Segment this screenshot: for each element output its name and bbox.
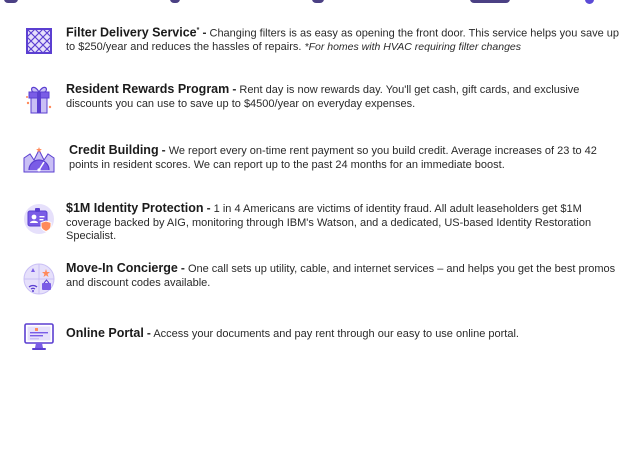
feature-text <box>66 327 622 342</box>
feature-text <box>66 83 622 111</box>
feature-text <box>69 144 609 172</box>
feature-description: Changing filters is as easy as opening the front door. This service helps you save up to $250/year and reduces the hassles of repairs. <box>66 27 619 54</box>
feature-text <box>66 24 622 55</box>
gift-icon <box>22 83 56 117</box>
feature-description: Rent day is now rewards day. You'll get cash, gift cards, and exclusive discounts you can use to save up to $4500/year on everyday expenses. <box>66 84 580 110</box>
computer-monitor-icon <box>22 320 56 354</box>
feature-title: Filter Delivery Service <box>66 25 197 40</box>
feature-separator: - <box>232 82 237 96</box>
feature-separator: - <box>180 261 185 275</box>
feature-description: 1 in 4 Americans are victims of identity fraud. All adult leaseholders get $1M coverage backed by AIG, monitoring through IBM's Watson, and a dedicated, US-based Identity Restoration Specialist. <box>66 203 592 242</box>
cropped-heading-fragment <box>312 0 324 3</box>
concierge-services-icon <box>22 262 56 296</box>
cropped-heading-dot <box>585 0 594 4</box>
feature-title: $1M Identity Protection <box>66 201 204 215</box>
feature-description: One call sets up utility, cable, and internet services – and helps you get the best promos and discount codes available. <box>66 263 616 289</box>
cropped-heading-fragment <box>170 0 180 3</box>
cropped-header-strip <box>0 0 640 6</box>
feature-title: Resident Rewards Program <box>66 82 230 96</box>
feature-title: Move-In Concierge <box>66 261 178 275</box>
feature-separator: - <box>146 326 151 340</box>
feature-description: Access your documents and pay rent through our easy to use online portal. <box>153 328 519 340</box>
filter-grid-icon <box>22 24 56 58</box>
feature-text <box>66 202 622 244</box>
feature-title: Credit Building <box>69 143 159 157</box>
feature-title: Online Portal <box>66 326 144 340</box>
feature-description: We report every on-time rent payment so you build credit. Average increases of 23 to 42 points in resident scores. We can report up to the past 24 months for an immediate boost. <box>69 145 597 171</box>
feature-separator: - <box>161 143 166 157</box>
feature-title-mark: * <box>196 27 200 34</box>
credit-gauge-icon <box>22 144 56 178</box>
cropped-heading-fragment <box>470 0 510 3</box>
id-card-shield-icon <box>22 202 56 236</box>
feature-text <box>66 262 622 290</box>
feature-separator: - <box>206 201 211 215</box>
cropped-heading-fragment <box>4 0 18 3</box>
feature-footnote: *For homes with HVAC requiring filter changes <box>304 41 521 54</box>
feature-separator: - <box>202 25 207 40</box>
